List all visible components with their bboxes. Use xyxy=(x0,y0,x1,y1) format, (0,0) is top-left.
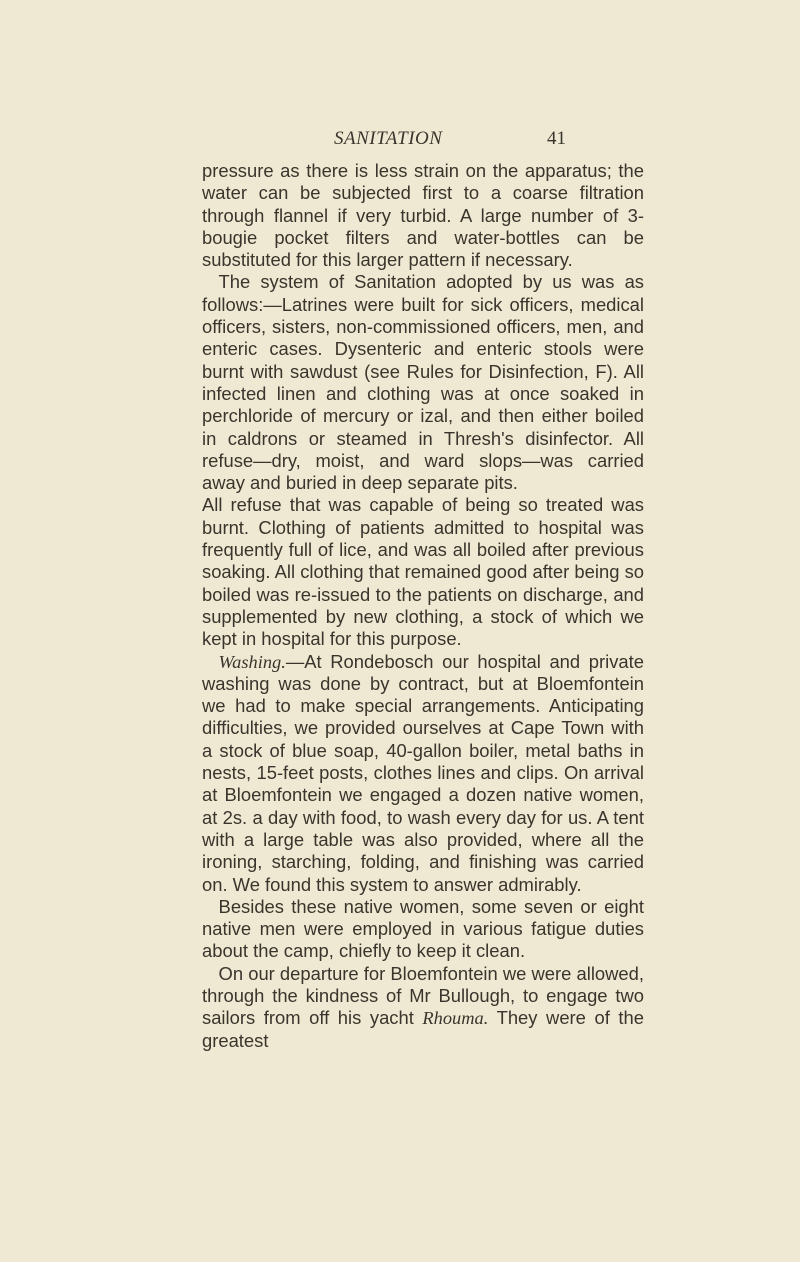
running-title: SANITATION xyxy=(334,128,443,149)
paragraph-sanitation-system: The system of Sanitation adopted by us was as follows:—Latrines were built for sick officers, medical officers, sisters, non-commissioned officers, men, and enteric cases. Dysenteric and enteric stools were burnt with sawdust (see Rules for Disinfection, F). All infected linen and clothing was at once soaked in perchloride of mercury or izal, and then either boiled in caldrons or steamed in Thresh's disinfector. All refuse—dry, moist, and ward slops—was carried away and buried in deep separate pits. xyxy=(202,271,644,494)
yacht-name: Rhouma. xyxy=(422,1008,489,1029)
washing-heading: Washing. xyxy=(218,651,286,672)
page-number: 41 xyxy=(547,128,566,149)
paragraph-filtration: pressure as there is less strain on the apparatus; the water can be subjected first to a coarse filtration through flannel if very turbid. A large number of 3-bougie pocket filters and water-bottles can be substituted for this larger pattern if necessary. xyxy=(202,160,644,271)
departure-text-end: They were of the greatest xyxy=(202,1007,644,1051)
paragraph-departure xyxy=(202,963,644,1052)
body-text xyxy=(202,160,644,1052)
washing-text: —At Rondebosch our hospital and private washing was done by contract, but at Bloemfontein we had to make special arrangements. Anticipating difficulties, we provided ourselves at Cape Town with a stock of blue soap, 40-gallon boiler, metal baths in nests, 15-feet posts, clothes lines and clips. On arrival at Bloemfontein we engaged a dozen native women, at 2s. a day with food, to wash every day for us. A tent with a large table was also provided, where all the ironing, starching, folding, and finishing was carried on. We found this system to answer admirably. xyxy=(202,650,644,895)
departure-text-start: On our departure for Bloemfontein we were allowed, through the kindness of Mr Bullough, to engage two sailors from off his yacht xyxy=(202,962,644,1029)
paragraph-refuse-clothing: All refuse that was capable of being so treated was burnt. Clothing of patients admitted to hospital was frequently full of lice, and was all boiled after previous soaking. All clothing that remained good after being so boiled was re-issued to the patients on discharge, and supplemented by new clothing, a stock of which we kept in hospital for this purpose. xyxy=(202,494,644,650)
paragraph-native-men: Besides these native women, some seven or eight native men were employed in various fatigue duties about the camp, chiefly to keep it clean. xyxy=(202,895,644,962)
paragraph-washing xyxy=(202,651,644,896)
